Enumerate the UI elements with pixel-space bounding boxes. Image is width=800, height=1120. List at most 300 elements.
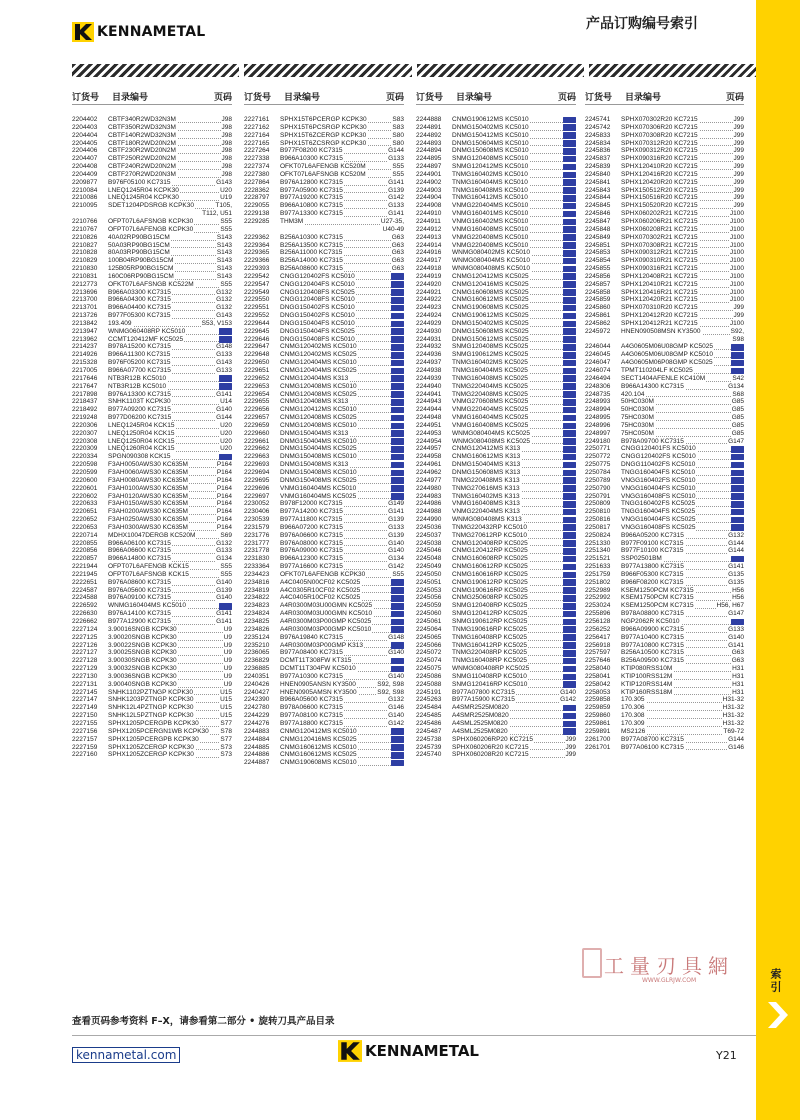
catalog-number-cell bbox=[280, 571, 391, 579]
catalog-number-cell bbox=[452, 704, 563, 712]
catalog-number: CNMG120404MS KC5010 bbox=[280, 359, 357, 367]
catalog-number-cell bbox=[280, 493, 391, 501]
page-ref: S80 bbox=[392, 131, 404, 139]
order-number: 2245862 bbox=[585, 319, 611, 327]
table-row bbox=[585, 712, 744, 720]
catalog-number: CBTF350R2WD32N3M bbox=[108, 123, 176, 131]
catalog-number: B977A19200 KC7315 bbox=[280, 194, 343, 202]
page-ref: G146 bbox=[728, 743, 744, 751]
catalog-number: DNGG150408FS KC5010 bbox=[280, 335, 355, 343]
catalog-number: B966A06600 KC7315 bbox=[108, 547, 171, 555]
catalog-number-cell bbox=[621, 610, 727, 618]
catalog-number: B966A11300 KC7315 bbox=[108, 351, 171, 359]
table-row bbox=[585, 273, 744, 281]
order-number: 2240351 bbox=[244, 672, 270, 680]
catalog-number: F3AH0080AWS30 KC635M bbox=[108, 476, 188, 484]
catalog-number: SNHK1102PZTNGP KCPK30 bbox=[108, 688, 194, 696]
page-ref-icon bbox=[563, 156, 576, 163]
catalog-number: SNHK1103T KCPK30 bbox=[108, 398, 171, 406]
catalog-number-cell bbox=[452, 642, 563, 650]
watermark-icon bbox=[582, 948, 602, 978]
catalog-number: TNMG270612RP KC5010 bbox=[452, 531, 528, 539]
order-number: 2245741 bbox=[585, 116, 611, 123]
order-number: 2227155 bbox=[72, 719, 98, 727]
page-ref: J100 bbox=[729, 296, 744, 304]
order-number: 2234822 bbox=[244, 594, 270, 602]
catalog-number-cell bbox=[452, 540, 563, 548]
index-column bbox=[585, 92, 744, 812]
header-page: 页码 bbox=[725, 93, 744, 103]
table-row bbox=[72, 493, 232, 501]
order-number: 2245837 bbox=[585, 155, 611, 163]
order-number: 2227130 bbox=[72, 672, 98, 680]
catalog-number: SPHX120410R20 KC7215 bbox=[621, 163, 698, 171]
table-row bbox=[244, 445, 404, 453]
page-ref: G142 bbox=[388, 563, 404, 571]
catalog-number-cell bbox=[108, 438, 219, 446]
catalog-number: LNEQ1245R04 KCPK30 bbox=[108, 186, 179, 194]
catalog-number-cell bbox=[280, 147, 387, 155]
catalog-number-cell bbox=[280, 155, 387, 163]
order-number: 2220857 bbox=[72, 555, 98, 563]
order-number: 2250784 bbox=[585, 468, 611, 476]
catalog-number: B976F05100 KC7315 bbox=[108, 178, 171, 186]
table-row bbox=[244, 273, 404, 281]
page-ref: G141 bbox=[388, 178, 404, 186]
catalog-number-cell bbox=[280, 759, 391, 767]
catalog-number: CNMG190608MS KC5025 bbox=[452, 304, 529, 312]
catalog-number-cell bbox=[452, 257, 563, 265]
catalog-number-cell bbox=[452, 242, 563, 250]
table-row bbox=[416, 328, 576, 336]
catalog-number: B978A15200 KC7315 bbox=[108, 343, 171, 351]
catalog-number-cell bbox=[108, 540, 215, 548]
page-ref-icon bbox=[563, 187, 576, 194]
page-ref: P164 bbox=[216, 500, 232, 508]
catalog-number: CNMG120408MS KC5025 bbox=[280, 414, 357, 422]
page-ref-icon bbox=[563, 705, 576, 712]
table-row bbox=[244, 704, 404, 712]
page-ref: U20 bbox=[220, 445, 232, 453]
catalog-number: CNMG160608MS KC5025 bbox=[452, 288, 529, 296]
page-ref: J99 bbox=[733, 312, 744, 320]
order-number: 2214237 bbox=[72, 343, 98, 351]
catalog-number: 80A03RP90BG15CM bbox=[108, 249, 170, 257]
catalog-number-cell bbox=[280, 242, 391, 250]
catalog-number: CNMG120412MS KC5010 bbox=[280, 406, 357, 414]
table-row bbox=[585, 547, 744, 555]
catalog-number-cell bbox=[621, 249, 729, 257]
order-number: 2229542 bbox=[244, 272, 270, 280]
table-row bbox=[244, 579, 404, 587]
table-row bbox=[416, 477, 576, 485]
catalog-number: A4G0605M06P08GMP KC5025 bbox=[621, 359, 713, 367]
order-number: 2213700 bbox=[72, 296, 98, 304]
catalog-number: DNGG150404FS KC5010 bbox=[280, 319, 355, 327]
catalog-number: CNMG160608RP KC5025 bbox=[452, 555, 528, 563]
table-row bbox=[585, 689, 744, 697]
table-row bbox=[585, 147, 744, 155]
order-number: 2226630 bbox=[72, 610, 98, 618]
catalog-number: SPHX060202R21 KC7215 bbox=[621, 210, 698, 218]
order-number: 2245859 bbox=[585, 296, 611, 304]
page-ref-icon bbox=[563, 391, 576, 398]
page-ref-icon bbox=[563, 415, 576, 422]
order-number: 2227162 bbox=[244, 123, 270, 131]
catalog-number-cell bbox=[108, 712, 219, 720]
catalog-number: F3AH0250AWS30 KC635M bbox=[108, 516, 188, 524]
order-number: 2250817 bbox=[585, 523, 611, 531]
order-number: 2229693 bbox=[244, 461, 270, 469]
catalog-number: CNMG250608RP KC5025 bbox=[452, 594, 528, 602]
catalog-number: SPHX150520R20 KC7215 bbox=[621, 202, 698, 210]
catalog-number-cell bbox=[621, 281, 729, 289]
page-ref-icon bbox=[391, 493, 404, 500]
catalog-number: 3.90040SNGB KCPK30 bbox=[108, 680, 177, 688]
catalog-number: CBTF270R2WD20N3M bbox=[108, 170, 176, 178]
table-row bbox=[585, 500, 744, 508]
catalog-number-cell bbox=[452, 343, 563, 351]
page-ref: G141 bbox=[216, 610, 232, 618]
page-ref: J100 bbox=[729, 233, 744, 241]
page-ref: G143 bbox=[216, 359, 232, 367]
catalog-number: SNMG120416RP KC5010 bbox=[452, 680, 528, 688]
table-row bbox=[585, 461, 744, 469]
catalog-number-cell bbox=[280, 720, 387, 728]
order-number: 2245739 bbox=[416, 743, 442, 751]
page-ref: J99 bbox=[733, 202, 744, 210]
table-row bbox=[416, 712, 576, 720]
order-number: 2215328 bbox=[72, 359, 98, 367]
table-row bbox=[244, 634, 404, 642]
table-row bbox=[244, 477, 404, 485]
catalog-number: KSEM1250PCM KC7315 bbox=[621, 602, 694, 610]
page-ref-icon bbox=[563, 352, 576, 359]
table-row bbox=[244, 485, 404, 493]
order-number: 2227150 bbox=[72, 712, 98, 720]
catalog-number-cell bbox=[280, 320, 391, 328]
table-row bbox=[244, 312, 404, 320]
page-ref-icon bbox=[391, 375, 404, 382]
catalog-number: SPHX070306R20 KC7215 bbox=[621, 123, 698, 131]
page-ref-icon bbox=[563, 524, 576, 531]
page-ref: G135 bbox=[728, 570, 744, 578]
table-row bbox=[585, 351, 744, 359]
table-row bbox=[585, 453, 744, 461]
catalog-number-cell bbox=[108, 626, 223, 634]
order-number: 2220334 bbox=[72, 453, 98, 461]
page-ref: U9 bbox=[223, 633, 232, 641]
page-ref: H31 bbox=[732, 680, 744, 688]
catalog-number: CNMG120416MS KC5025 bbox=[280, 735, 357, 743]
catalog-number-cell bbox=[452, 398, 563, 406]
table-row bbox=[585, 406, 744, 414]
page-ref-icon bbox=[391, 744, 404, 751]
table-row bbox=[244, 414, 404, 422]
order-number: 2210828 bbox=[72, 249, 98, 257]
table-row bbox=[416, 445, 576, 453]
order-number: 2245861 bbox=[585, 312, 611, 320]
catalog-number-cell bbox=[280, 532, 387, 540]
catalog-number: B966A04300 KC7315 bbox=[108, 296, 171, 304]
catalog-number: OFPT07L6AFENGB KCPK30 bbox=[108, 225, 194, 233]
page-ref: S92, bbox=[730, 327, 744, 335]
order-number: 2227338 bbox=[244, 155, 270, 163]
table-row bbox=[244, 642, 404, 650]
catalog-number: 160C06RP90BG15CM bbox=[108, 272, 174, 280]
catalog-number-cell bbox=[452, 477, 563, 485]
page-ref: G140 bbox=[388, 539, 404, 547]
page-ref: G133 bbox=[388, 155, 404, 163]
order-number: 2251521 bbox=[585, 555, 611, 563]
catalog-number: TNMG160408MS KC5010 bbox=[452, 186, 528, 194]
table-row bbox=[585, 249, 744, 257]
catalog-number: B977A10800 KC7315 bbox=[621, 641, 684, 649]
order-number: 2214926 bbox=[72, 351, 98, 359]
catalog-number-cell bbox=[108, 226, 219, 234]
table-row bbox=[585, 320, 744, 328]
table-row bbox=[72, 461, 232, 469]
table-row bbox=[244, 438, 404, 446]
catalog-number: SPHX150512R20 KC7215 bbox=[621, 186, 698, 194]
table-row bbox=[416, 132, 576, 140]
catalog-number: SPHX120416R21 KC7215 bbox=[621, 288, 698, 296]
order-number: 2245046 bbox=[416, 547, 442, 555]
order-number: 2213962 bbox=[72, 335, 98, 343]
order-number: 2210830 bbox=[72, 265, 98, 273]
catalog-number: 193.409 bbox=[108, 319, 132, 327]
catalog-number: SNMG110408RP KC5010 bbox=[452, 672, 527, 680]
catalog-number: CNMG120404MS KC5025 bbox=[280, 367, 357, 374]
catalog-number-cell bbox=[280, 657, 391, 665]
table-row bbox=[416, 202, 576, 210]
page-ref-icon bbox=[391, 579, 404, 586]
catalog-number: NTB3R12B KC5010 bbox=[108, 382, 167, 390]
catalog-number-cell bbox=[108, 124, 221, 132]
table-row bbox=[244, 116, 404, 124]
catalog-number-cell bbox=[452, 508, 563, 516]
catalog-number-cell bbox=[621, 430, 731, 438]
order-number: 2229651 bbox=[244, 367, 270, 374]
catalog-number-cell bbox=[452, 187, 563, 195]
table-row bbox=[244, 171, 404, 179]
order-number: 2245857 bbox=[585, 280, 611, 288]
page-ref-icon bbox=[563, 273, 576, 280]
table-row bbox=[72, 414, 232, 422]
table-row bbox=[416, 304, 576, 312]
table-row bbox=[585, 140, 744, 148]
catalog-number: SPHX060206R21 KC7215 bbox=[621, 217, 698, 225]
table-row bbox=[585, 649, 744, 657]
order-number bbox=[244, 226, 280, 234]
order-number: 2250824 bbox=[585, 531, 611, 539]
catalog-number: VNMG160404MS KC5010 bbox=[280, 484, 357, 492]
catalog-number: SPHX120410R21 KC7215 bbox=[621, 280, 698, 288]
table-row bbox=[416, 242, 576, 250]
table-row bbox=[244, 202, 404, 210]
page-ref-icon bbox=[563, 430, 576, 437]
catalog-number-cell bbox=[621, 587, 731, 595]
order-number: 2248995 bbox=[585, 414, 611, 422]
order-number: 2217647 bbox=[72, 382, 98, 390]
catalog-number: TNMG270616MS K313 bbox=[452, 484, 520, 492]
order-number: 2245038 bbox=[416, 539, 442, 547]
catalog-number: SPHX1205ZCERGP KCPK30 bbox=[108, 751, 194, 759]
page-ref: S77 bbox=[220, 719, 232, 727]
page-ref: G146 bbox=[388, 704, 404, 712]
catalog-number: A4SML2525M0820 bbox=[452, 727, 508, 735]
table-row bbox=[244, 532, 404, 540]
index-column bbox=[244, 92, 404, 812]
page-ref: S143 bbox=[216, 249, 232, 257]
catalog-number-cell bbox=[621, 234, 729, 242]
table-row bbox=[72, 587, 232, 595]
catalog-number-cell bbox=[621, 171, 733, 179]
order-number: 2226662 bbox=[72, 618, 98, 625]
order-number: 2204406 bbox=[72, 147, 98, 155]
order-number: 2227264 bbox=[244, 147, 270, 155]
page-ref-icon bbox=[563, 289, 576, 296]
page-ref-icon bbox=[563, 360, 576, 367]
order-number: 2229659 bbox=[244, 421, 270, 429]
page-ref: S143 bbox=[216, 233, 232, 241]
catalog-number: B966A10300 KC7315 bbox=[280, 155, 343, 163]
order-number: 2227124 bbox=[72, 625, 98, 633]
page-ref: P164 bbox=[216, 476, 232, 484]
order-number: 2219248 bbox=[72, 414, 98, 422]
index-column bbox=[72, 92, 232, 812]
table-row bbox=[72, 634, 232, 642]
catalog-number-cell bbox=[452, 218, 563, 226]
table-row bbox=[585, 602, 744, 610]
catalog-number: DNMG150608MS K313 bbox=[452, 468, 521, 476]
catalog-number-cell bbox=[108, 116, 221, 124]
table-row bbox=[244, 736, 404, 744]
catalog-number: SPHX090316R20 KC7215 bbox=[621, 155, 698, 163]
page-ref: P164 bbox=[216, 492, 232, 500]
table-row bbox=[244, 602, 404, 610]
catalog-number-cell bbox=[621, 579, 727, 587]
catalog-number-cell bbox=[280, 602, 391, 610]
table-row bbox=[72, 375, 232, 383]
table-row bbox=[416, 147, 576, 155]
table-row bbox=[72, 249, 232, 257]
catalog-number: A4R0300M03P00GMP K313 bbox=[280, 641, 363, 649]
catalog-number-cell bbox=[108, 728, 219, 736]
table-row bbox=[244, 179, 404, 187]
order-number: 2256128 bbox=[585, 618, 611, 625]
page-ref-icon bbox=[563, 219, 576, 226]
order-number: 2229364 bbox=[244, 241, 270, 249]
catalog-number-cell bbox=[280, 257, 391, 265]
order-number: 2234825 bbox=[244, 618, 270, 625]
catalog-number-cell bbox=[621, 744, 727, 752]
order-number: 2245841 bbox=[585, 178, 611, 186]
table-row bbox=[244, 249, 404, 257]
table-row bbox=[72, 391, 232, 399]
table-row bbox=[72, 132, 232, 140]
catalog-number: DNMG150608MS KC5010 bbox=[452, 147, 529, 155]
catalog-number-cell bbox=[621, 265, 729, 273]
page-ref: G140 bbox=[216, 578, 232, 586]
catalog-number: B977A15900 KC7315 bbox=[452, 696, 515, 704]
catalog-number-cell bbox=[280, 163, 391, 171]
catalog-number-cell bbox=[452, 445, 563, 453]
table-row bbox=[585, 265, 744, 273]
catalog-number-cell bbox=[452, 665, 563, 673]
table-row bbox=[244, 336, 404, 344]
page-ref-icon bbox=[731, 360, 744, 367]
catalog-number-cell bbox=[108, 563, 219, 571]
catalog-number: CNMG120402MS KC5025 bbox=[280, 351, 357, 359]
order-number: 2245048 bbox=[416, 555, 442, 563]
catalog-number-cell bbox=[108, 210, 201, 218]
table-row bbox=[585, 571, 744, 579]
catalog-number: VNGG160402FS KC5010 bbox=[621, 476, 696, 484]
catalog-number-cell bbox=[452, 249, 563, 257]
page-ref-icon bbox=[563, 446, 576, 453]
table-row bbox=[72, 147, 232, 155]
page-ref-icon bbox=[731, 524, 744, 531]
page-ref-icon bbox=[731, 556, 744, 563]
catalog-number-cell bbox=[108, 383, 219, 391]
website-link[interactable]: kennametal.com bbox=[72, 1047, 180, 1063]
page-ref-icon bbox=[563, 438, 576, 445]
table-row bbox=[585, 736, 744, 744]
catalog-number-cell bbox=[108, 571, 219, 579]
page-ref: G63 bbox=[391, 257, 404, 265]
table-row bbox=[416, 398, 576, 406]
catalog-number-cell bbox=[621, 485, 731, 493]
catalog-number-cell bbox=[108, 375, 219, 383]
table-row bbox=[72, 422, 232, 430]
catalog-number-cell bbox=[452, 689, 559, 697]
table-row bbox=[244, 304, 404, 312]
page-ref: G132 bbox=[216, 539, 232, 547]
watermark-url: WWW.GLRJW.COM bbox=[642, 977, 697, 984]
page-ref: G63 bbox=[391, 233, 404, 241]
catalog-number-cell bbox=[452, 281, 563, 289]
catalog-number: CBTF240R2WD20N2M bbox=[108, 163, 176, 171]
table-row bbox=[585, 445, 744, 453]
order-number: 2210831 bbox=[72, 272, 98, 280]
page-ref: U15 bbox=[220, 688, 232, 696]
catalog-number: 40A02RP90BG15CM bbox=[108, 233, 170, 241]
catalog-number-cell bbox=[621, 398, 731, 406]
catalog-number-cell bbox=[280, 210, 387, 218]
table-row bbox=[72, 226, 232, 234]
order-number: 2258040 bbox=[585, 665, 611, 673]
table-row bbox=[416, 751, 576, 759]
catalog-number-cell bbox=[280, 194, 387, 202]
table-row bbox=[585, 383, 744, 391]
order-number: 2229645 bbox=[244, 327, 270, 335]
catalog-number-cell bbox=[452, 171, 563, 179]
page-number: Y21 bbox=[716, 1049, 737, 1062]
catalog-number-cell bbox=[452, 438, 563, 446]
catalog-number-cell bbox=[280, 563, 387, 571]
catalog-number-cell bbox=[108, 720, 219, 728]
order-number: 2245484 bbox=[416, 704, 442, 712]
catalog-number-cell bbox=[280, 226, 382, 234]
order-number: 2251633 bbox=[585, 563, 611, 571]
catalog-number-cell bbox=[108, 524, 216, 532]
table-row bbox=[416, 563, 576, 571]
catalog-number-cell bbox=[108, 273, 216, 281]
table-row bbox=[585, 171, 744, 179]
page-ref: P164 bbox=[216, 516, 232, 524]
page-ref-icon bbox=[563, 124, 576, 131]
